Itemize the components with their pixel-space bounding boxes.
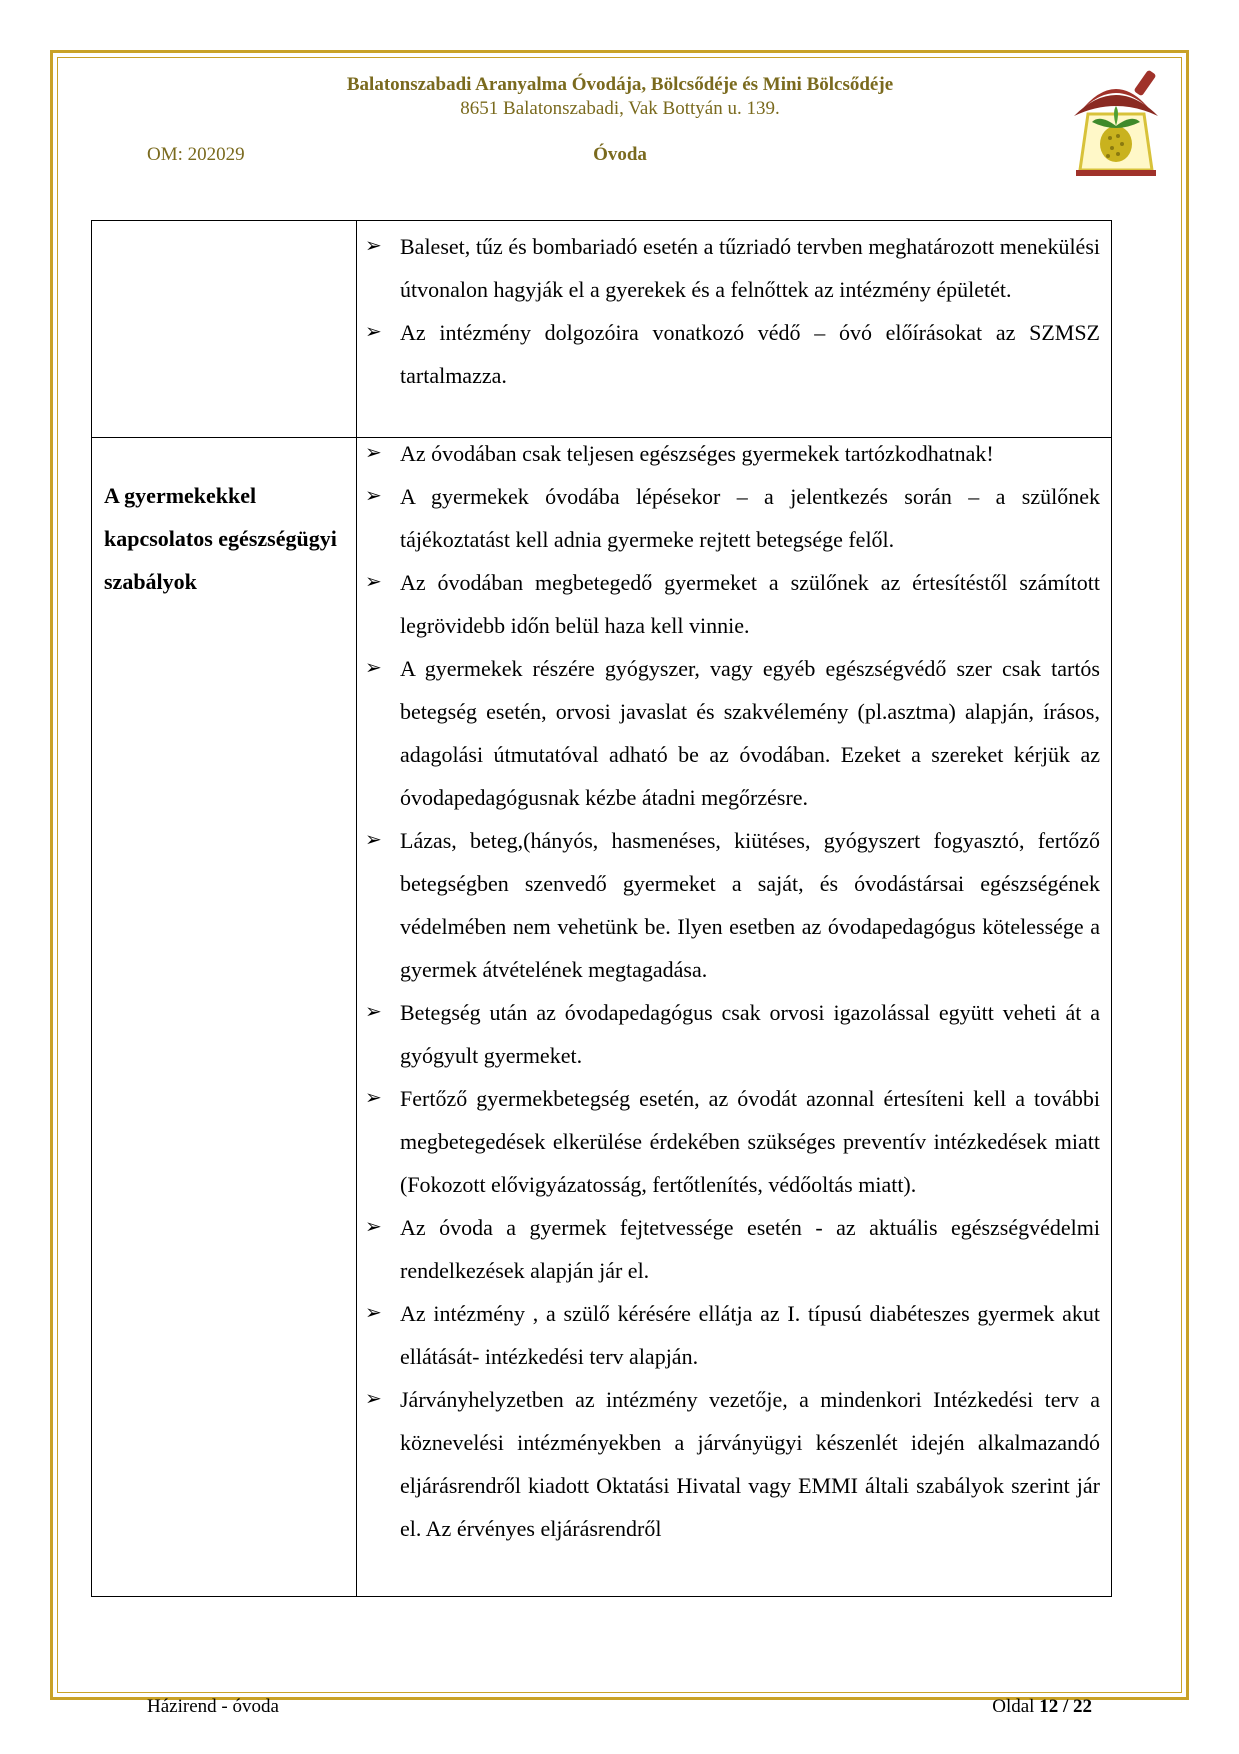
list-item: ➢ Járványhelyzetben az intézmény vezetője, a mindenkori Intézkedési terv a köznevelési intézményekben a járványügyi készenlét idején alkalmazandó eljárásrendről kiadott Oktatási Hivatal vagy EMMI általi szabályok szerint jár el. Az érvényes eljárásrendről	[365, 1378, 1100, 1550]
list-item: ➢ Az intézmény dolgozóira vonatkozó védő – óvó előírásokat az SZMSZ tartalmazza.	[365, 311, 1100, 397]
arrow-bullet-icon: ➢	[365, 829, 382, 851]
list-item: ➢ Az intézmény , a szülő kérésére ellátja az I. típusú diabéteszes gyermek akut ellátását- intézkedési terv alapján.	[365, 1292, 1100, 1378]
page-separator: /	[1062, 1696, 1069, 1717]
arrow-bullet-icon: ➢	[365, 571, 382, 593]
om-number: OM: 202029	[147, 144, 245, 165]
arrow-bullet-icon: ➢	[365, 1216, 382, 1238]
list-item: ➢ Az óvodában megbetegedő gyermeket a szülőnek az értesítéstől számított legrövidebb időn belül haza kell vinnie.	[365, 561, 1100, 647]
arrow-bullet-icon: ➢	[365, 1001, 382, 1023]
table-row	[92, 438, 1112, 1597]
bullet-list	[357, 221, 1111, 397]
page-prefix: Oldal	[992, 1696, 1035, 1717]
arrow-bullet-icon: ➢	[365, 1302, 382, 1324]
row-label: A gyermekekkel kapcsolatos egészségügyi szabályok	[104, 483, 337, 594]
list-item: ➢ A gyermekek óvodába lépésekor – a jelentkezés során – a szülőnek tájékoztatást kell adnia gyermeke rejtett betegsége felől.	[365, 475, 1100, 561]
institution-address: 8651 Balatonszabadi, Vak Bottyán u. 139.	[460, 98, 780, 119]
list-item: ➢ Betegség után az óvodapedagógus csak orvosi igazolással együtt veheti át a gyógyult gyermeket.	[365, 991, 1100, 1077]
list-item: ➢ Az óvodában csak teljesen egészséges gyermekek tartózkodhatnak!	[365, 432, 1100, 475]
list-item: ➢ Fertőző gyermekbetegség esetén, az óvodát azonnal értesíteni kell a további megbetegedések elkerülése érdekében szükséges preventív intézkedések miatt (Fokozott elővigyázatosság, fertőtlenítés, védőoltás miatt).	[365, 1077, 1100, 1206]
table-row	[92, 221, 1112, 438]
rules-table	[91, 220, 1112, 1597]
arrow-bullet-icon: ➢	[365, 1087, 382, 1109]
list-item: ➢ Lázas, beteg,(hányós, hasmenéses, kiütéses, gyógyszert fogyasztó, fertőző betegségben szenvedő gyermeket a saját, és óvodástársai egészségének védelmében nem vehetünk be. Ilyen esetben az óvodapedagógus kötelessége a gyermek átvételének megtagadása.	[365, 819, 1100, 991]
kindergarten-logo-icon	[1062, 66, 1170, 184]
bullet-list	[357, 432, 1111, 1550]
arrow-bullet-icon: ➢	[365, 657, 382, 679]
row-label-cell	[92, 221, 357, 438]
page-current: 12	[1039, 1696, 1059, 1717]
row-label-cell	[92, 438, 357, 1597]
arrow-bullet-icon: ➢	[365, 235, 382, 257]
page-number	[992, 1696, 1092, 1718]
page-total: 22	[1073, 1696, 1092, 1717]
row-content-cell	[357, 221, 1112, 438]
footer-document-title: Házirend - óvoda	[147, 1696, 279, 1717]
arrow-bullet-icon: ➢	[365, 1388, 382, 1410]
arrow-bullet-icon: ➢	[365, 442, 382, 464]
list-item: ➢ A gyermekek részére gyógyszer, vagy egyéb egészségvédő szer csak tartós betegség esetén, orvosi javaslat és szakvélemény (pl.asztma) alapján, írásos, adagolási útmutatóval adható be az óvodában. Ezeket a szereket kérjük az óvodapedagógusnak kézbe átadni megőrzésre.	[365, 647, 1100, 819]
institution-name: Balatonszabadi Aranyalma Óvodája, Bölcsődéje és Mini Bölcsődéje	[346, 74, 894, 95]
list-item: ➢ Baleset, tűz és bombariadó esetén a tűzriadó tervben meghatározott menekülési útvonalon hagyják el a gyerekek és a felnőttek az intézmény épületét.	[365, 225, 1100, 311]
arrow-bullet-icon: ➢	[365, 321, 382, 343]
arrow-bullet-icon: ➢	[365, 485, 382, 507]
list-item: ➢ Az óvoda a gyermek fejtetvessége esetén - az aktuális egészségvédelmi rendelkezések alapján jár el.	[365, 1206, 1100, 1292]
section-title: Óvoda	[593, 144, 647, 165]
row-content-cell	[357, 438, 1112, 1597]
